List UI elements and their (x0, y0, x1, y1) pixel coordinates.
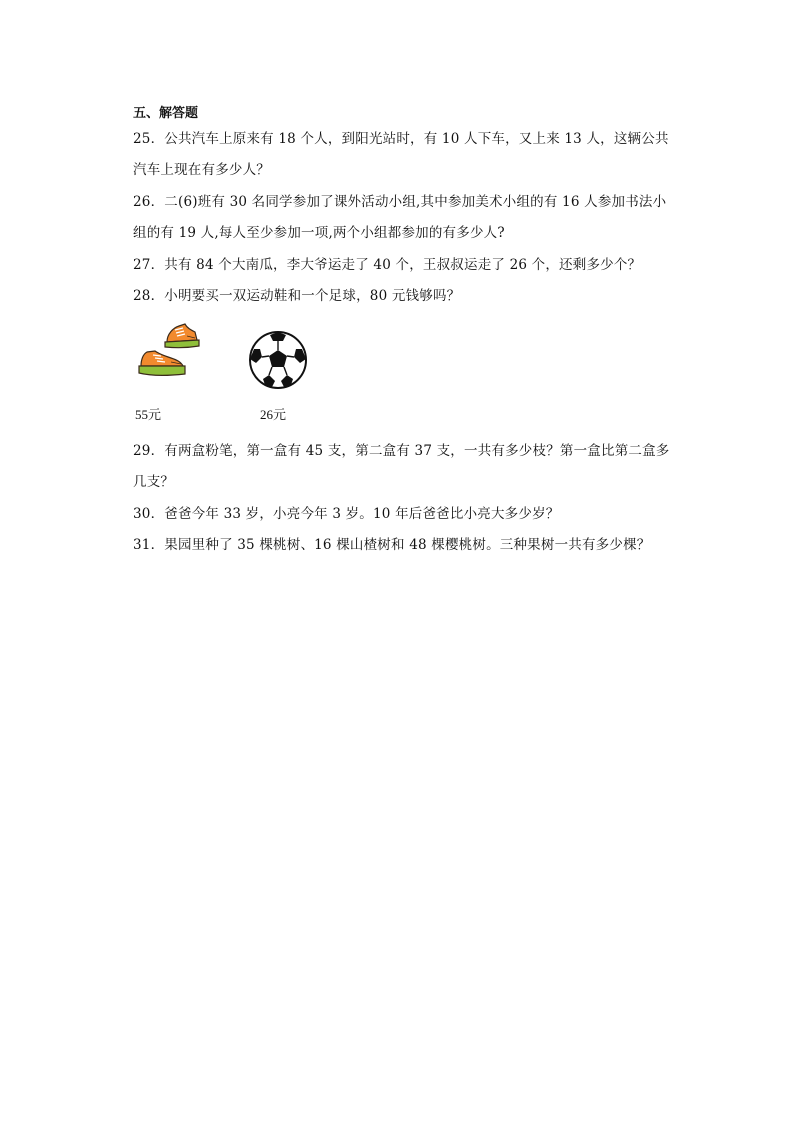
question-25-line-2: 汽车上现在有多少人？ (133, 162, 270, 178)
question-28-figure (133, 316, 333, 426)
question-25-line-1: 25．公共汽车上原来有 18 个人，到阳光站时，有 10 人下车，又上来 13 人，这辆公共 (133, 131, 669, 147)
soccer-ball-icon (247, 329, 309, 391)
ball-price: 26元 (260, 407, 287, 422)
shoes-price: 55元 (135, 407, 162, 422)
sneakers-icon (135, 318, 201, 384)
question-28: 28．小明要买一双运动鞋和一个足球，80 元钱够吗？ (133, 288, 461, 304)
question-30: 30．爸爸今年 33 岁，小亮今年 3 岁。10 年后爸爸比小亮大多少岁？ (133, 506, 560, 522)
question-26-line-2: 组的有 19 人,每人至少参加一项,两个小组都参加的有多少人? (133, 225, 505, 241)
question-27: 27．共有 84 个大南瓜，李大爷运走了 40 个，王叔叔运走了 26 个，还剩多少个？ (133, 257, 642, 273)
question-31: 31．果园里种了 35 棵桃树、16 棵山楂树和 48 棵樱桃树。三种果树一共有多少棵？ (133, 537, 651, 553)
section-title: 五、解答题 (133, 106, 199, 121)
question-26-line-1: 26．二(6)班有 30 名同学参加了课外活动小组,其中参加美术小组的有 16 人参加书法小 (133, 194, 667, 210)
question-29-line-2: 几支？ (133, 474, 175, 490)
question-29-line-1: 29．有两盒粉笔，第一盒有 45 支，第二盒有 37 支，一共有多少枝？第一盒比第二盒多 (133, 443, 670, 459)
